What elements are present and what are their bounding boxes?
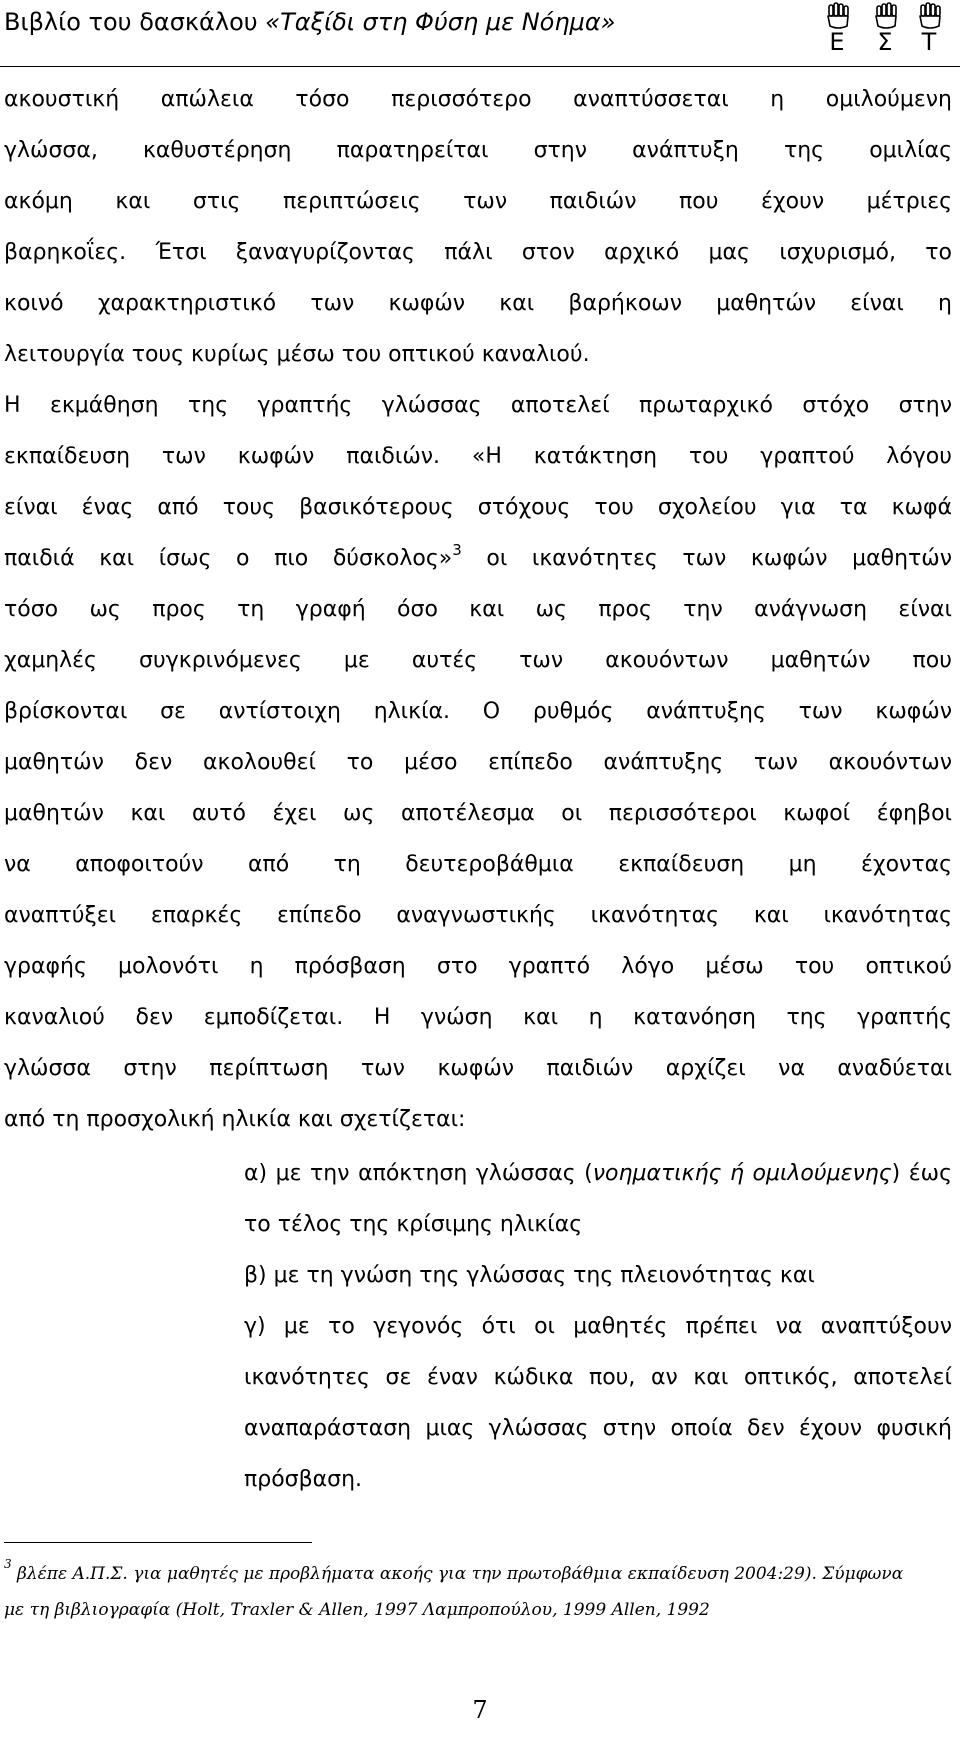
list-item-a-prefix: α) με την απόκτηση γλώσσας ( bbox=[244, 1161, 593, 1186]
text-fragment: οι ικανότητες των κωφών μαθητών bbox=[486, 546, 953, 571]
list-item-b: β) με τη γνώση της γλώσσας της πλειονότητας και bbox=[244, 1263, 815, 1288]
list-item-a-continuation: το τέλος της κρίσιμης ηλικίας bbox=[244, 1212, 583, 1237]
header-title bbox=[4, 2, 615, 42]
footnote-reference[interactable]: 3 bbox=[452, 540, 462, 559]
text-line: από τη προσχολική ηλικία και σχετίζεται: bbox=[4, 1107, 466, 1132]
text-line: ακόμη και στις περιπτώσεις των παιδιών που έχουν μέτριες bbox=[4, 189, 952, 214]
list-item-c-continuation: ικανότητες σε έναν κώδικα που, αν και οπτικός, αποτελεί bbox=[244, 1365, 952, 1390]
text-line: είναι ένας από τους βασικότερους στόχους του σχολείου για τα κωφά bbox=[4, 495, 952, 520]
list-item-a-suffix: ) έως bbox=[891, 1161, 952, 1186]
list-item-a-italic: νοηματικής ή ομιλούμενης bbox=[592, 1161, 892, 1186]
logo-letter: Σ bbox=[877, 28, 893, 56]
text-line: ακουστική απώλεια τόσο περισσότερο αναπτύσσεται η ομιλούμενη bbox=[4, 87, 952, 112]
page-number: 7 bbox=[472, 1696, 488, 1724]
text-line: καναλιού δεν εμποδίζεται. Η γνώση και η κατανόηση της γραπτής bbox=[4, 1005, 952, 1030]
logo-letter-t bbox=[904, 2, 954, 58]
text-line: τόσο ως προς τη γραφή όσο και ως προς την ανάγνωση είναι bbox=[4, 597, 952, 622]
footnote-line bbox=[4, 1556, 954, 1592]
logo-letter-s bbox=[860, 2, 910, 58]
header-divider bbox=[0, 66, 960, 67]
text-line: γλώσσα, καθυστέρηση παρατηρείται στην ανάπτυξη της ομιλίας bbox=[4, 138, 952, 163]
text-line: κοινό χαρακτηριστικό των κωφών και βαρήκοων μαθητών είναι η bbox=[4, 291, 952, 316]
text-line: γραφής μολονότι η πρόσβαση στο γραπτό λόγο μέσω του οπτικού bbox=[4, 954, 952, 979]
text-line: χαμηλές συγκρινόμενες με αυτές των ακουόντων μαθητών που bbox=[4, 648, 952, 673]
list-item-c-continuation: πρόσβαση. bbox=[244, 1467, 363, 1492]
text-line: Η εκμάθηση της γραπτής γλώσσας αποτελεί πρωταρχικό στόχο στην bbox=[4, 393, 952, 418]
text-fragment: παιδιά και ίσως ο πιο δύσκολος» bbox=[4, 546, 453, 571]
logo-letter-e bbox=[812, 2, 862, 58]
header-title-italic: «Ταξίδι στη Φύση με Νόημα» bbox=[265, 8, 616, 36]
text-line: λειτουργία τους κυρίως μέσω του οπτικού καναλιού. bbox=[4, 342, 590, 367]
text-line: αναπτύξει επαρκές επίπεδο αναγνωστικής ικανότητας και ικανότητας bbox=[4, 903, 952, 928]
text-line: εκπαίδευση των κωφών παιδιών. «Η κατάκτηση του γραπτού λόγου bbox=[4, 444, 952, 469]
footnote-text: βλέπε Α.Π.Σ. για μαθητές με προβλήματα ακοής για την πρωτοβάθμια εκπαίδευση 2004:29). Σύμφωνα bbox=[11, 1564, 904, 1584]
text-line-with-footnote bbox=[4, 533, 952, 584]
header-title-prefix: Βιβλίο του δασκάλου bbox=[4, 8, 266, 36]
footnote-number: 3 bbox=[4, 1557, 12, 1572]
footnote-line: με τη βιβλιογραφία (Holt, Traxler & Allen, 1997 Λαμπροπούλου, 1999 Allen, 1992 bbox=[4, 1600, 710, 1620]
page-header bbox=[0, 0, 960, 62]
text-line: μαθητών και αυτό έχει ως αποτέλεσμα οι περισσότεροι κωφοί έφηβοι bbox=[4, 801, 952, 826]
list-item-c: γ) με το γεγονός ότι οι μαθητές πρέπει να αναπτύξουν bbox=[244, 1314, 952, 1339]
list-item-a bbox=[244, 1148, 952, 1199]
logo-letter: Ε bbox=[829, 28, 845, 56]
text-line: βαρηκοΐες. Έτσι ξαναγυρίζοντας πάλι στον αρχικό μας ισχυρισμό, το bbox=[4, 240, 952, 265]
footnote-divider bbox=[4, 1542, 312, 1543]
text-line: βρίσκονται σε αντίστοιχη ηλικία. Ο ρυθμός ανάπτυξης των κωφών bbox=[4, 699, 952, 724]
text-line: γλώσσα στην περίπτωση των κωφών παιδιών αρχίζει να αναδύεται bbox=[4, 1056, 952, 1081]
logo-letter: Τ bbox=[921, 28, 937, 56]
text-line: μαθητών δεν ακολουθεί το μέσο επίπεδο ανάπτυξης των ακουόντων bbox=[4, 750, 952, 775]
text-line: να αποφοιτούν από τη δευτεροβάθμια εκπαίδευση μη έχοντας bbox=[4, 852, 952, 877]
list-item-c-continuation: αναπαράσταση μιας γλώσσας στην οποία δεν έχουν φυσική bbox=[244, 1416, 952, 1441]
